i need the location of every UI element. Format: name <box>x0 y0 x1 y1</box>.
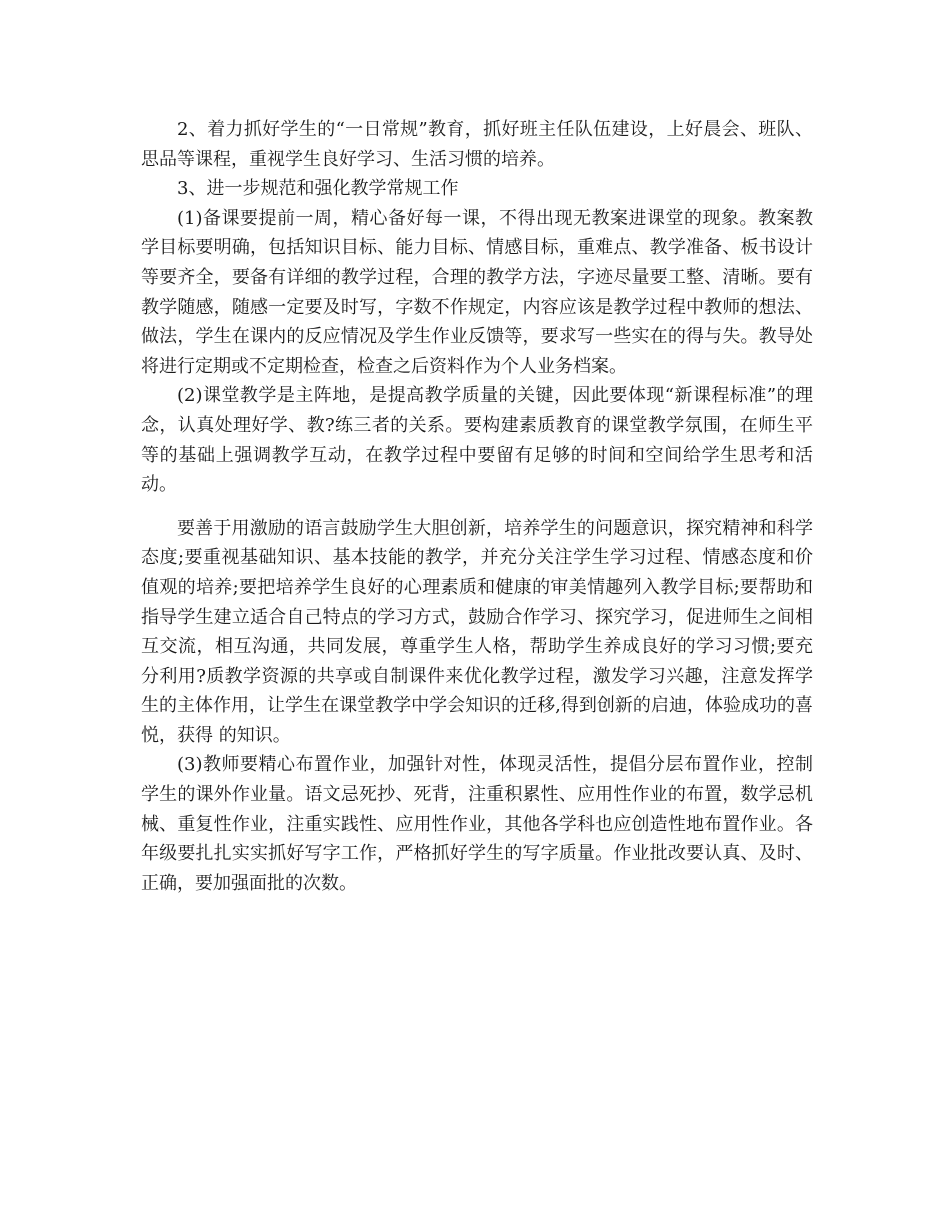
paragraph-item-2: 2、着力抓好学生的“一日常规”教育，抓好班主任队伍建设，上好晨会、班队、思品等课程，重视学生良好学习、生活习惯的培养。 <box>141 119 813 170</box>
document-body <box>141 115 813 898</box>
paragraph-classroom-teaching: (2)课堂教学是主阵地，是提高教学质量的关键，因此要体现“新课程标准”的理念，认真处理好学、教?练三者的关系。要构建素质教育的课堂教学氛围，在师生平等的基础上强调教学互动，在教学过程中要留有足够的时间和空间给学生思考和活动。 <box>141 385 813 496</box>
paragraph-homework: (3)教师要精心布置作业，加强针对性，体现灵活性，提倡分层布置作业，控制学生的课外作业量。语文忌死抄、死背，注重积累性、应用性作业的布置，数学忌机械、重复性作业，注重实践性、应用性作业，其他各学科也应创造性地布置作业。各年级要扎扎实实抓好写字工作，严格抓好学生的写字质量。作业批改要认真、及时、正确，要加强面批的次数。 <box>141 754 813 894</box>
paragraph-item-3-heading: 3、进一步规范和强化教学常规工作 <box>177 178 459 200</box>
paragraph-encouragement: 要善于用激励的语言鼓励学生大胆创新，培养学生的问题意识，探究精神和科学态度;要重视基础知识、基本技能的教学，并充分关注学生学习过程、情感态度和价值观的培养;要把培养学生良好的心理素质和健康的审美情趣列入教学目标;要帮助和指导学生建立适合自己特点的学习方式，鼓励合作学习、探究学习，促进师生之间相互交流，相互沟通，共同发展，尊重学生人格，帮助学生养成良好的学习习惯;要充分利用?质教学资源的共享或自制课件来优化教学过程，激发学习兴趣，注意发挥学生的主体作用，让学生在课堂教学中学会知识的迁移,得到创新的启迪，体验成功的喜悦，获得 的知识。 <box>141 517 813 746</box>
paragraph-lesson-prep: (1)备课要提前一周，精心备好每一课，不得出现无教案进课堂的现象。教案教学目标要明确，包括知识目标、能力目标、情感目标，重难点、教学准备、板书设计等要齐全，要备有详细的教学过程，合理的教学方法，字迹尽量要工整、清晰。要有教学随感，随感一定要及时写，字数不作规定，内容应该是教学过程中教师的想法、做法，学生在课内的反应情况及学生作业反馈等，要求写一些实在的得与失。教导处将进行定期或不定期检查，检查之后资料作为个人业务档案。 <box>141 207 813 377</box>
